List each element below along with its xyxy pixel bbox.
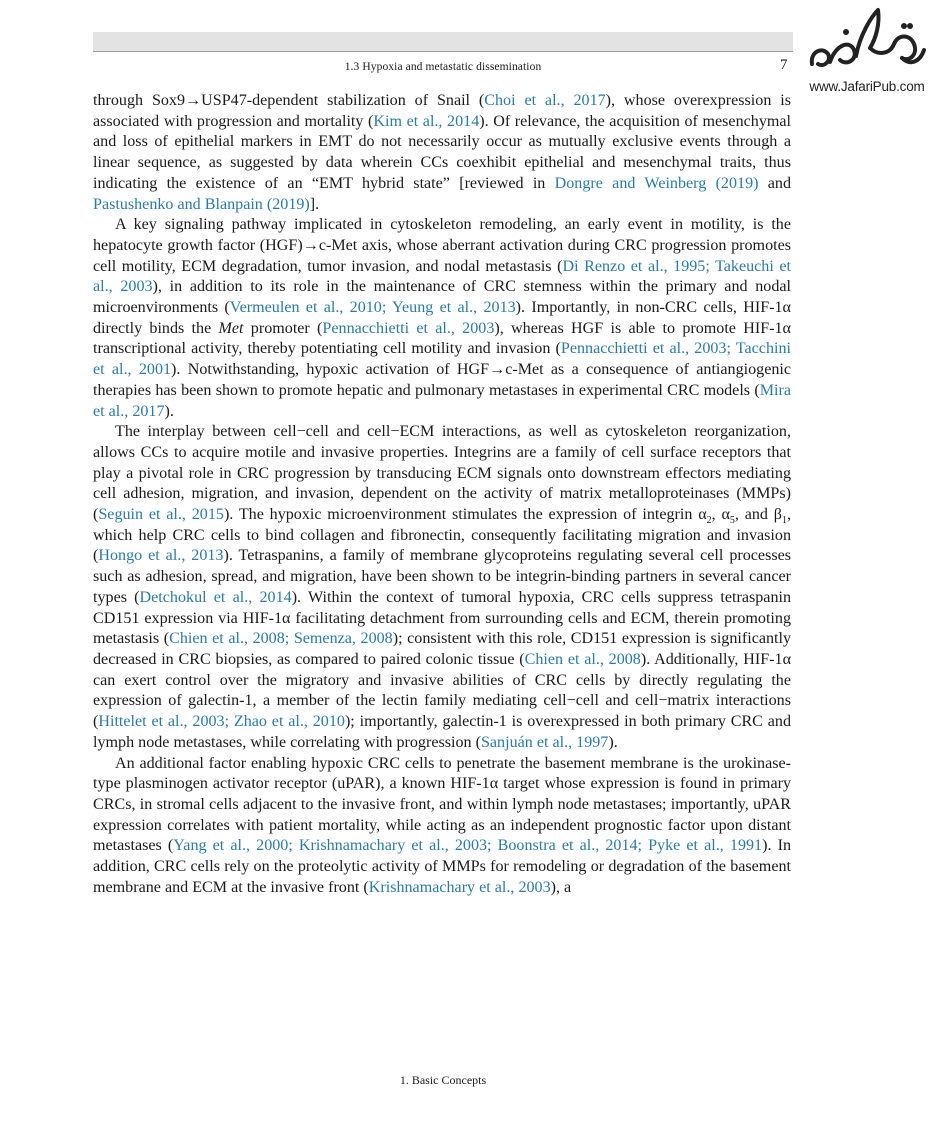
text-run: ). xyxy=(608,733,618,751)
text-run: ]. xyxy=(309,195,320,213)
text-run: through Sox9→USP47-dependent stabilization of Snail ( xyxy=(93,92,485,109)
text-run: ), whereas HGF is able to promote HIF-1α transcriptional activity, thereby potentiating cell motility and invasion ( xyxy=(93,319,791,358)
italic-term: Met xyxy=(218,319,244,337)
citation-link[interactable]: Pennacchietti et al., 2003; Tacchini et al., 2001 xyxy=(93,340,791,379)
citation-link[interactable]: Pastushenko and Blanpain (2019) xyxy=(93,195,310,213)
text-run: ). Of relevance, the acquisition of mesenchymal and loss of epithelial markers in EMT do not necessarily occur as mutually exclusive events through a linear sequence, as suggested by data wherein CCs coexhibit epithelial and mesenchymal traits, thus indicating the existence of an “EMT hybrid state” [reviewed in xyxy=(93,112,791,192)
citation-link[interactable]: Seguin et al., 2015 xyxy=(98,506,224,524)
header-bar xyxy=(93,32,793,52)
text-run: , which help CRC cells to bind collagen and fibronectin, consequently facilitating migration and invasion ( xyxy=(93,506,792,565)
text-run: ). Importantly, in non-CRC cells, HIF-1α directly binds the xyxy=(93,299,791,337)
text-run: and xyxy=(758,174,792,192)
text-run: An additional factor enabling hypoxic CRC cells to penetrate the basement membrane is the urokinase-type plasminogen activator receptor (uPAR), a known HIF-1α target whose expression is found in primary CRCs, in stromal cells adjacent to the invasive front, and within lymph node metastases; importantly, uPAR expression correlates with patient mortality, while acting as an independent prognostic factor upon distant metastases ( xyxy=(93,754,791,855)
citation-link[interactable]: Mira et al., 2017 xyxy=(93,381,791,420)
text-run: ). Within the context of tumoral hypoxia, CRC cells suppress tetraspanin CD151 expression via HIF-1α facilitating detachment from surrounding cells and ECM, therein promoting metastasis ( xyxy=(93,588,792,648)
subscript: 5 xyxy=(729,515,735,527)
text-run: ). Additionally, HIF-1α can exert control over the migratory and invasive abilities of CRC cells by directly regulating the expression of galectin-1, a member of the lectin family mediating cell−cell and cell−matrix interactions ( xyxy=(93,650,792,731)
text-run: ). Notwithstanding, hypoxic activation of HGF→c-Met as a consequence of antiangiogenic therapies has been shown to promote hepatic and pulmonary metastases in experimental CRC models ( xyxy=(93,361,791,399)
running-head: 1.3 Hypoxia and metastatic dissemination xyxy=(344,61,542,73)
citation-link[interactable]: Pennacchietti et al., 2003 xyxy=(322,319,495,337)
text-run: ), a xyxy=(550,878,572,896)
page-number: 7 xyxy=(780,57,788,73)
text-run: ), whose overexpression is associated with progression and mortality ( xyxy=(93,92,791,130)
citation-link[interactable]: Krishnamachary et al., 2003 xyxy=(368,878,551,896)
watermark-url: www.JafariPub.com xyxy=(809,79,925,94)
text-run: A key signaling pathway implicated in cytoskeleton remodeling, an early event in motility, is the hepatocyte growth factor (HGF)→c-Met axis, whose aberrant activation during CRC progression promotes cell motility, ECM degradation, tumor invasion, and nodal metastasis ( xyxy=(93,216,791,275)
text-run: The interplay between cell−cell and cell−ECM interactions, as well as cytoskeleton reorganization, allows CCs to acquire motile and invasive properties. Integrins are a family of cell surface receptors that play a pivotal role in CRC progression by transducing ECM signals onto downstream effectors mediating cell adhesion, migration, and invasion, dependent on the activity of matrix metalloproteinases (MMPs) ( xyxy=(93,423,791,524)
body-paragraph xyxy=(93,754,791,899)
text-run: ). The hypoxic microenvironment stimulates the expression of integrin α xyxy=(223,506,707,524)
citation-link[interactable]: Vermeulen et al., 2010; Yeung et al., 2013 xyxy=(229,299,516,317)
citation-link[interactable]: Chien et al., 2008 xyxy=(524,650,641,668)
text-run: , and β xyxy=(734,506,782,524)
subscript: 2 xyxy=(706,515,712,527)
citation-link[interactable]: Hittelet et al., 2003; Zhao et al., 2010 xyxy=(98,713,345,731)
citation-link[interactable]: Choi et al., 2017 xyxy=(484,92,606,109)
citation-link[interactable]: Chien et al., 2008; Semenza, 2008 xyxy=(169,630,393,648)
text-run: ). In addition, CRC cells rely on the proteolytic activity of MMPs for remodeling or degradation of the basement membrane and ECM at the invasive front ( xyxy=(93,837,791,896)
subscript: 1 xyxy=(781,515,787,527)
text-run: , α xyxy=(711,506,730,524)
text-run: ). xyxy=(164,402,174,420)
citation-link[interactable]: Kim et al., 2014 xyxy=(373,112,480,130)
footer-chapter: 1. Basic Concepts xyxy=(399,1073,487,1087)
citation-link[interactable]: Sanjuán et al., 1997 xyxy=(480,733,609,751)
citation-link[interactable]: Detchokul et al., 2014 xyxy=(139,588,292,606)
text-run: promoter ( xyxy=(243,319,323,337)
body-paragraph xyxy=(93,215,791,422)
body-paragraph xyxy=(93,91,791,215)
body-text xyxy=(93,91,791,898)
citation-link[interactable]: Hongo et al., 2013 xyxy=(98,547,224,565)
citation-link[interactable]: Di Renzo et al., 1995; Takeuchi et al., 2003 xyxy=(93,257,791,296)
text-run: ), in addition to its role in the maintenance of CRC stemness within the primary and nodal microenvironments ( xyxy=(93,278,791,317)
text-run: ); consistent with this role, CD151 expression is significantly decreased in CRC biopsies, as compared to paired colonic tissue ( xyxy=(93,630,792,668)
text-run: ). Tetraspanins, a family of membrane glycoproteins regulating several cell processes such as adhesion, spread, and migration, have been shown to be integrin-binding partners in several cancer types ( xyxy=(93,547,791,606)
body-paragraph xyxy=(93,422,791,753)
citation-link[interactable]: Dongre and Weinberg (2019) xyxy=(554,174,759,192)
text-run: ); importantly, galectin-1 is overexpressed in both primary CRC and lymph node metastases, while correlating with progression ( xyxy=(93,713,791,751)
citation-link[interactable]: Yang et al., 2000; Krishnamachary et al., 2003; Boonstra et al., 2014; Pyke et al., 1991 xyxy=(173,837,763,855)
